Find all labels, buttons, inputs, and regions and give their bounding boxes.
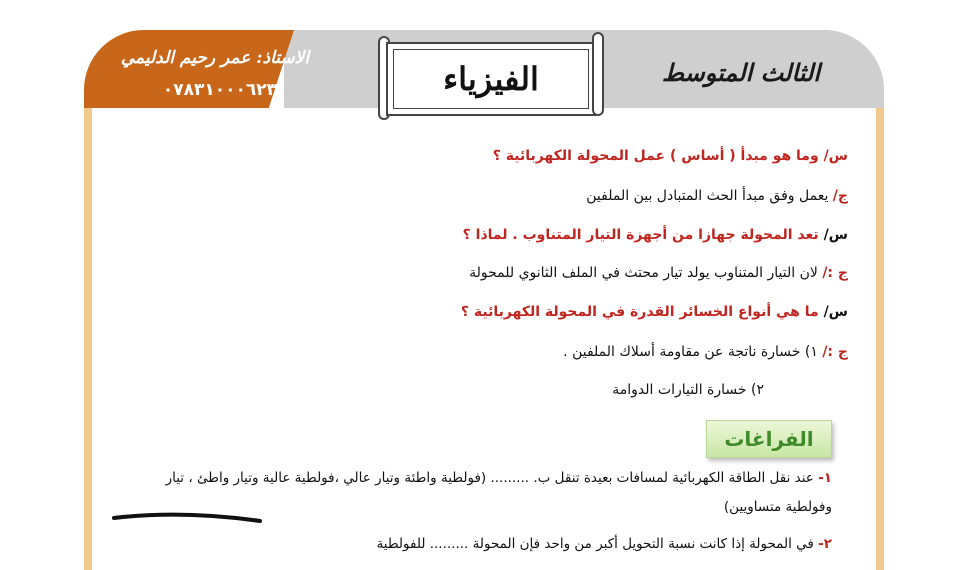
teacher-phone: ٠٧٨٣١٠٠٠٦٢٣ — [162, 80, 278, 100]
question-label: س/ — [823, 227, 848, 243]
question-1 — [493, 148, 848, 164]
grade-title: الثالث المتوسط — [661, 58, 820, 87]
question-text: ما هي أنواع الخسائر القدرة في المحولة الكهربائية ؟ — [460, 304, 824, 320]
fill-blanks-heading: الفراغات — [706, 420, 832, 458]
exercise-text: في المحولة إذا كانت نسبة التحويل أكبر من واحد فإن المحولة ......... للفولطية — [376, 536, 819, 552]
answer-1 — [586, 188, 848, 204]
answer-text: ٢) خسارة التيارات الدوامة — [612, 382, 764, 398]
question-label: س/ — [823, 304, 848, 320]
question-text: تعد المحولة جهازا من أجهزة التيار المتناوب . لماذا ؟ — [462, 227, 824, 243]
answer-3-item-2 — [612, 382, 764, 398]
exercise-1-continuation — [724, 499, 832, 515]
subject-scroll-banner — [378, 30, 608, 122]
exercise-text: عند نقل الطاقة الكهربائية لمسافات بعيدة تنقل ب. ......... (فولطية واطئة وتيار عالي ،فولطية عالية وتيار واطئ ، تيار — [165, 470, 819, 486]
answer-text: ١) خسارة ناتجة عن مقاومة أسلاك الملفين . — [563, 344, 823, 360]
answer-label: ج :/ — [822, 344, 848, 360]
exercise-text-continued: وفولطية متساويين) — [723, 499, 832, 515]
exercise-1 — [166, 470, 832, 486]
subject-title: الفيزياء — [443, 60, 539, 98]
question-2 — [463, 227, 848, 243]
answer-label: ج :/ — [822, 265, 848, 281]
answer-text: يعمل وفق مبدأ الحث المتبادل بين الملفين — [586, 188, 833, 204]
answer-3 — [563, 344, 848, 360]
answer-2 — [469, 265, 848, 281]
exercise-number: ٢- — [818, 536, 832, 552]
question-label: س/ — [823, 148, 848, 164]
question-3 — [461, 304, 848, 320]
exercise-number: ١- — [818, 470, 832, 486]
exercise-2 — [377, 536, 832, 552]
answer-text: لان التيار المتناوب يولد تيار محتث في الملف الثانوي للمحولة — [469, 265, 823, 281]
answer-label: ج/ — [832, 188, 848, 204]
question-text: وما هو مبدأ ( أساس ) عمل المحولة الكهربائية ؟ — [492, 148, 824, 164]
teacher-name: الاستاذ: عمر رحيم الدليمي — [120, 48, 310, 68]
pen-underline-mark — [112, 508, 264, 528]
